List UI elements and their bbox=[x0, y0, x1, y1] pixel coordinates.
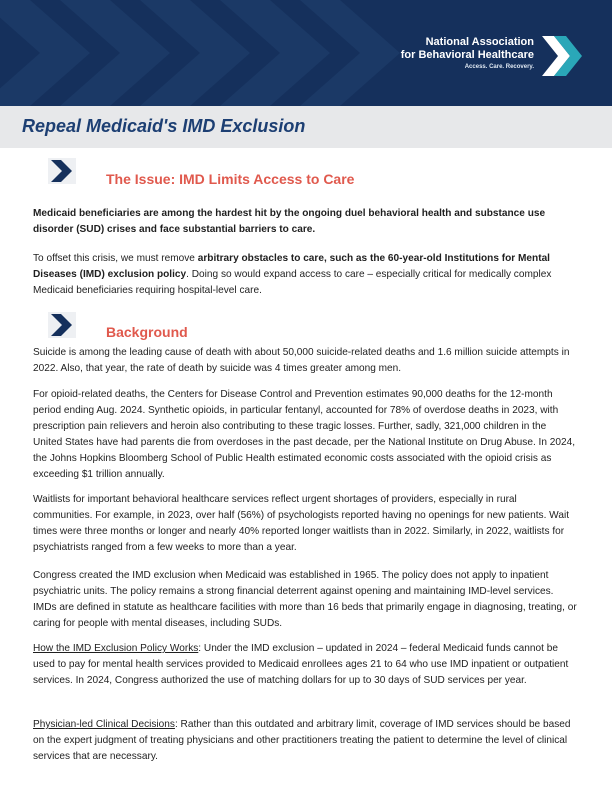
issue-p2-text-c: . Doing so would expand access to care – especially critical for medically complex Medicaid beneficiaries requiring hospital-level care. bbox=[33, 269, 552, 296]
background-paragraph-3: Waitlists for important behavioral healthcare services reflect urgent shortages of providers, especially in rural communities. For example, in 2023, over half (56%) of psychologists reported having no openings for new patients. Wait times were three months or longer and nearly 40% reported longer waitlists than in 2022. Similarly, in 2022, waitlists for psychiatrists ranged from a few weeks to more than a year. bbox=[33, 494, 569, 553]
logo-chevron-icon bbox=[540, 34, 582, 78]
chevron-right-icon bbox=[48, 158, 76, 184]
physician-led-text: : Rather than this outdated and arbitrary limit, coverage of IMD services should be based on the expert judgment of treating physicians and other practitioners treating the patient to determine the level of clinical services that are necessary. bbox=[33, 719, 571, 762]
issue-p2-bold: arbitrary obstacles to care, such as the 60-year-old Institutions for Mental Diseases (IMD) exclusion policy bbox=[33, 253, 550, 280]
org-tagline: Access. Care. Recovery. bbox=[464, 64, 534, 70]
issue-p2-text-a: To offset this crisis, we must remove bbox=[33, 253, 198, 264]
issue-heading: The Issue: IMD Limits Access to Care bbox=[106, 171, 355, 187]
background-paragraph-2: For opioid-related deaths, the Centers for Disease Control and Prevention estimates 90,000 deaths for the 12-month period ending Aug. 2024. Synthetic opioids, in particular fentanyl, accounted for 78% of overdose deaths in 2023, with prescription pain relievers and heroin also contributing to these tragic losses. Further, sadly, 321,000 children in the United States have had parents die from overdoses in the past decade, per the National Institute on Drug Abuse. In 2024, the Johns Hopkins Bloomberg School of Public Health estimated economic costs associated with the opioid crisis as exceeding $1 trillion annually. bbox=[33, 389, 576, 480]
imd-policy-label: How the IMD Exclusion Policy Works bbox=[33, 643, 199, 654]
org-name-line2: for Behavioral Healthcare bbox=[400, 49, 534, 61]
background-paragraph-1: Suicide is among the leading cause of death with about 50,000 suicide-related deaths and 1.6 million suicide attempts in 2022. Also, that year, the rate of death by suicide was 4 times greater among men. bbox=[33, 347, 570, 374]
header-banner bbox=[0, 0, 612, 106]
issue-paragraph-2 bbox=[33, 251, 578, 299]
background-paragraph-4: Congress created the IMD exclusion when Medicaid was established in 1965. The policy does not apply to inpatient psychiatric units. The policy remains a strong financial deterrent against opening and maintaining IMD-level services. IMDs are defined in statute as healthcare facilities with more than 16 beds that primarily engage in diagnosing, treating, or caring for people with mental diseases, including SUDs. bbox=[33, 570, 577, 629]
physician-led-label: Physician-led Clinical Decisions bbox=[33, 719, 175, 730]
nabh-logo bbox=[392, 36, 582, 82]
background-paragraph-5 bbox=[33, 641, 578, 689]
background-paragraph-6 bbox=[33, 717, 578, 765]
imd-policy-text: : Under the IMD exclusion – updated in 2024 – federal Medicaid funds cannot be used to pay for mental health services provided to Medicaid enrollees ages 21 to 64 who use IMD inpatient or outpatient services. In 2024, Congress authorized the use of matching dollars for up to 30 days of SUD services per year. bbox=[33, 643, 569, 686]
background-heading: Background bbox=[106, 324, 188, 340]
issue-paragraph-1: Medicaid beneficiaries are among the hardest hit by the ongoing duel behavioral health and substance use disorder (SUD) crises and face substantial barriers to care. bbox=[33, 208, 546, 235]
page-title: Repeal Medicaid's IMD Exclusion bbox=[22, 116, 306, 136]
org-name bbox=[401, 36, 534, 62]
chevron-right-icon bbox=[48, 312, 76, 338]
org-name-line1: National Association bbox=[425, 36, 534, 48]
